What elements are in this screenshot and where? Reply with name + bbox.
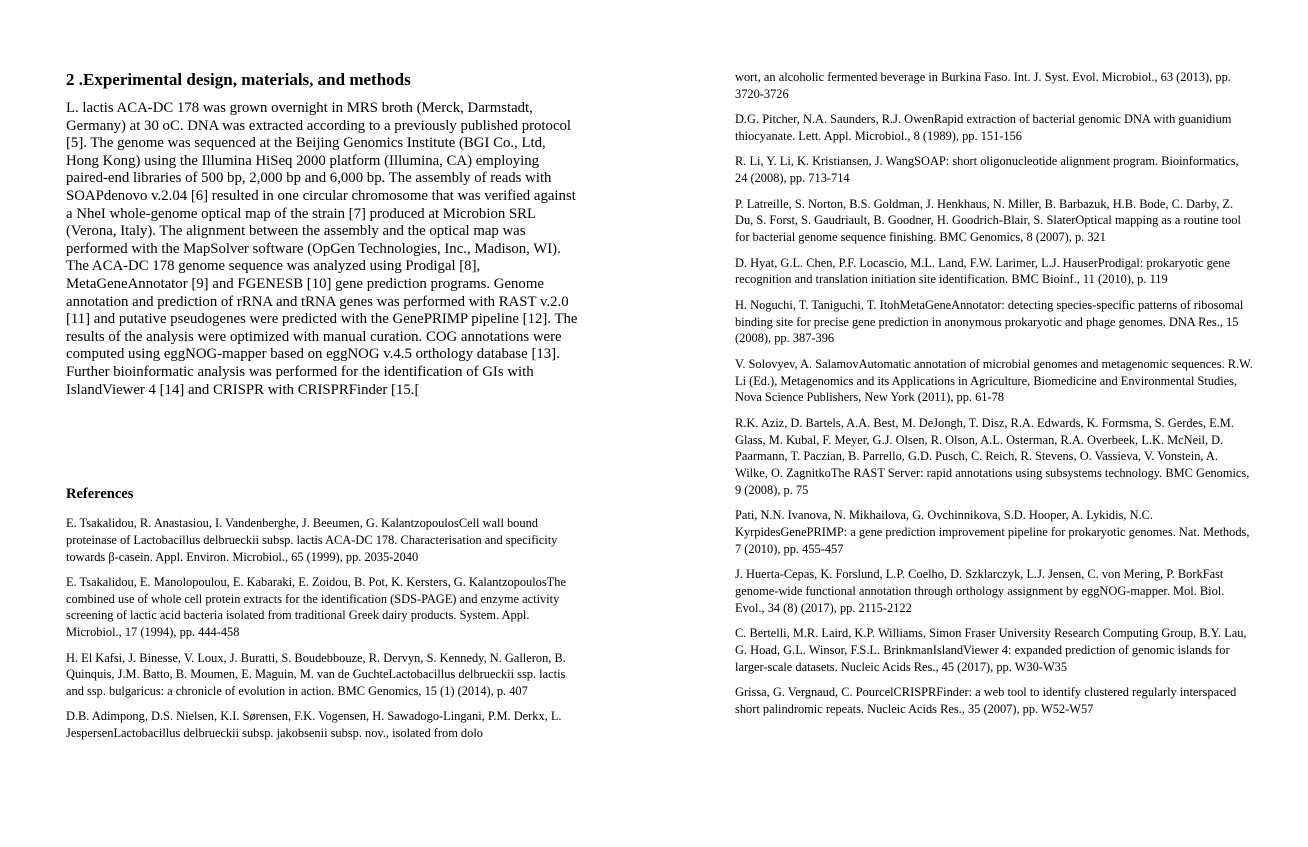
reference-item-13: J. Huerta-Cepas, K. Forslund, L.P. Coelho, D. Szklarczyk, L.J. Jensen, C. von Mering, P. BorkFast genome-wide functional annotation through orthology assignment by eggNOG-mapper. Mol. Biol. Evol., 34 (8) (2017), pp. 2115-2122 bbox=[735, 567, 1225, 615]
reference-item-7: P. Latreille, S. Norton, B.S. Goldman, J. Henkhaus, N. Miller, B. Barbazuk, H.B. Bode, C. Darby, Z. Du, S. Forst, S. Gaudriault, B. Goodner, H. Goodrich-Blair, S. SlaterOptical mapping as a routine tool for bacterial genome sequence finishing. BMC Genomics, 8 (2007), p. 321 bbox=[735, 196, 1241, 245]
section-heading: 2 .Experimental design, materials, and methods bbox=[66, 70, 411, 89]
reference-item-15: Grissa, G. Vergnaud, C. PourcelCRISPRFinder: a web tool to identify clustered regularly interspaced short palindromic repeats. Nucleic Acids Res., 35 (2007), pp. W52-W57 bbox=[735, 685, 1237, 717]
reference-item-11: R.K. Aziz, D. Bartels, A.A. Best, M. DeJongh, T. Disz, R.A. Edwards, K. Formsma, S. Gerdes, E.M. Glass, M. Kubal, F. Meyer, G.J. Olsen, R. Olson, A.L. Osterman, R.A. Overbeek, L.K. McNeil, D. Paarmann, T. Paczian, B. Parrello, G.D. Pusch, C. Reich, R. Stevens, O. Vassieva, V. Vonstein, A. Wilke, O. ZagnitkoThe RAST Server: rapid annotations using subsystems technology. BMC Genomics, 9 (2008), p. 75 bbox=[735, 415, 1250, 497]
references-list-right bbox=[735, 69, 1253, 726]
reference-item-10: V. Solovyev, A. SalamovAutomatic annotation of microbial genomes and metagenomic sequences. R.W. Li (Ed.), Metagenomics and its Applications in Agriculture, Biomedicine and Environmental Studies, Nova Science Publishers, New York (2011), pp. 61-78 bbox=[735, 356, 1253, 405]
reference-item-3: H. El Kafsi, J. Binesse, V. Loux, J. Buratti, S. Boudebbouze, R. Dervyn, S. Kennedy, N. Galleron, B. Quinquis, J.M. Batto, B. Moumen, E. Maguin, M. van de GuchteLactobacillus delbrueckii ssp. lactis and ssp. bulgaricus: a chronicle of evolution in action. BMC Genomics, 15 (1) (2014), p. 407 bbox=[66, 650, 566, 699]
reference-item-12: Pati, N.N. Ivanova, N. Mikhailova, G. Ovchinnikova, S.D. Hooper, A. Lykidis, N.C. KyrpidesGenePRIMP: a gene prediction improvement pipeline for prokaryotic genomes. Nat. Methods, 7 (2010), pp. 455-457 bbox=[735, 508, 1250, 556]
reference-item-6: R. Li, Y. Li, K. Kristiansen, J. WangSOAP: short oligonucleotide alignment program. Bioinformatics, 24 (2008), pp. 713-714 bbox=[735, 154, 1239, 186]
reference-item-2: E. Tsakalidou, E. Manolopoulou, E. Kabaraki, E. Zoidou, B. Pot, K. Kersters, G. KalantzopoulosThe combined use of whole cell protein extracts for the identification (SDS-PAGE) and enzyme activity screening of lactic acid bacteria isolated from traditional Greek dairy products. System. Appl. Microbiol., 17 (1994), pp. 444-458 bbox=[66, 574, 566, 640]
methods-body-text: L. lactis ACA-DC 178 was grown overnight in MRS broth (Merck, Darmstadt, Germany) at 30 oC. DNA was extracted according to a previously published protocol [5]. The genome was sequenced at the Beijing Genomics Institute (BGI Co., Ltd, Hong Kong) using the Illumina HiSeq 2000 platform (Illumina, CA) employing paired-end libraries of 500 bp, 2,000 bp and 6,000 bp. The assembly of reads with SOAPdenovo v.2.04 [6] resulted in one circular chromosome that was verified against a NheI whole-genome optical map of the strain [7] produced at Microbion SRL (Verona, Italy). The alignment between the assembly and the optical map was performed with the MapSolver software (OpGen Technologies, Inc., Madison, WI). The ACA-DC 178 genome sequence was analyzed using Prodigal [8], MetaGeneAnnotator [9] and FGENESB [10] gene prediction programs. Genome annotation and prediction of rRNA and tRNA genes was performed with RAST v.2.0 [11] and putative pseudogenes were predicted with the GenePRIMP pipeline [12]. The results of the analysis were optimized with manual curation. COG annotations were computed using eggNOG-mapper based on eggNOG v.4.5 orthology database [13]. Further bioinformatic analysis was performed for the identification of GIs with IslandViewer 4 [14] and CRISPR with CRISPRFinder [15.[ bbox=[66, 100, 578, 398]
references-heading: References bbox=[66, 486, 134, 502]
methods-section bbox=[66, 70, 582, 399]
reference-item-14: C. Bertelli, M.R. Laird, K.P. Williams, Simon Fraser University Research Computing Group, B.Y. Lau, G. Hoad, G.L. Winsor, F.S.L. BrinkmanIslandViewer 4: expanded prediction of genomic islands for larger-scale datasets. Nucleic Acids Res., 45 (2017), pp. W30-W35 bbox=[735, 626, 1247, 674]
reference-item-4-continued: wort, an alcoholic fermented beverage in Burkina Faso. Int. J. Syst. Evol. Microbiol., 63 (2013), pp. 3720-3726 bbox=[735, 70, 1231, 101]
reference-item-5: D.G. Pitcher, N.A. Saunders, R.J. OwenRapid extraction of bacterial genomic DNA with guanidium thiocyanate. Lett. Appl. Microbiol., 8 (1989), pp. 151-156 bbox=[735, 112, 1232, 143]
references-list-left bbox=[66, 515, 582, 751]
reference-item-4: D.B. Adimpong, D.S. Nielsen, K.I. Sørensen, F.K. Vogensen, H. Sawadogo-Lingani, P.M. Derkx, L. JespersenLactobacillus delbrueckii subsp. jakobsenii subsp. nov., isolated from dolo bbox=[66, 709, 562, 741]
reference-item-1: E. Tsakalidou, R. Anastasiou, I. Vandenberghe, J. Beeumen, G. KalantzopoulosCell wall bound proteinase of Lactobacillus delbrueckii subsp. lactis ACA-DC 178. Characterisation and specificity towards β-casein. Appl. Environ. Microbiol., 65 (1999), pp. 2035-2040 bbox=[66, 516, 558, 564]
reference-item-9: H. Noguchi, T. Taniguchi, T. ItohMetaGeneAnnotator: detecting species-specific patterns of ribosomal binding site for precise gene prediction in anonymous prokaryotic and phage genomes. DNA Res., 15 (2008), pp. 387-396 bbox=[735, 297, 1244, 346]
reference-item-8: D. Hyat, G.L. Chen, P.F. Locascio, M.L. Land, F.W. Larimer, L.J. HauserProdigal: prokaryotic gene recognition and translation initiation site identification. BMC Bioinf., 11 (2010), p. 119 bbox=[735, 255, 1230, 287]
